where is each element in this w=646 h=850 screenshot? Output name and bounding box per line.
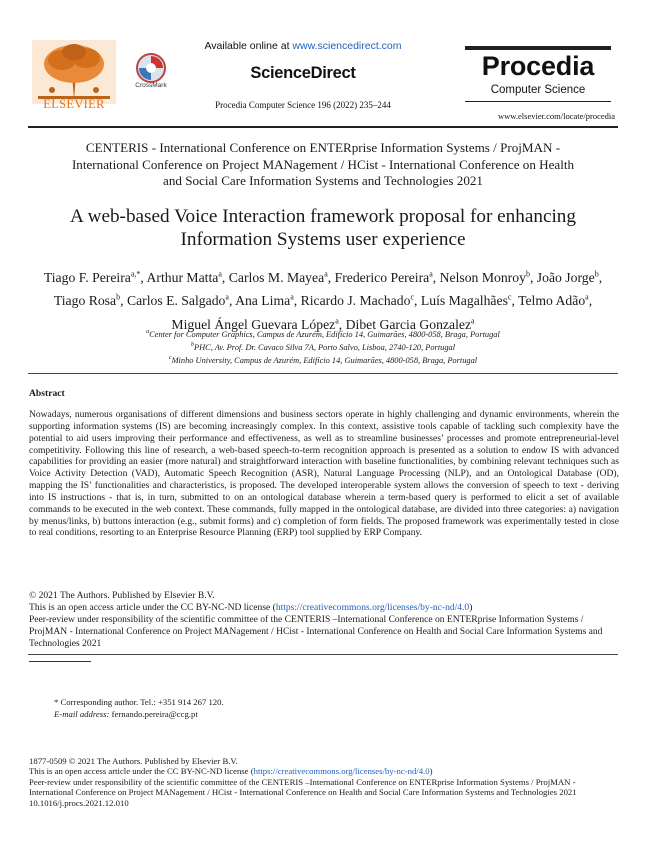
abstract-top-divider xyxy=(28,373,618,374)
footer-license-link[interactable]: https://creativecommons.org/licenses/by-nc-nd/4.0 xyxy=(253,766,430,777)
footer-license-line: This is an open access article under the CC BY-NC-ND license (https://creativecommons.org/licenses/by-nc-nd/4.0) xyxy=(29,766,433,777)
license-line: This is an open access article under the CC BY-NC-ND license (https://creativecommons.org/licenses/by-nc-nd/4.0) xyxy=(29,602,473,613)
abstract-heading: Abstract xyxy=(29,388,65,399)
availability-line xyxy=(178,40,428,52)
author-list xyxy=(40,264,606,335)
issn-line: 1877-0509 © 2021 The Authors. Published by Elsevier B.V. xyxy=(29,756,238,766)
author: Ricardo J. Machado$^c$, xyxy=(300,292,421,309)
author: Nelson Monroy$^b$, xyxy=(439,269,537,285)
author: Dibet Garcia Gonzalez$^a$ xyxy=(345,316,475,332)
affiliation: $^c$Minho University, Campus de Azurém, Edifício 14, Guimarães, 4800-058, Braga, Portugal xyxy=(168,354,478,365)
abstract-bottom-divider xyxy=(28,654,618,655)
conference-line-1: CENTERIS - International Conference on ENTERprise Information Systems / ProjMAN - xyxy=(85,140,561,155)
footer-peer-review: Peer-review under responsibility of the scientific committee of the CENTERIS –International Conference on ENTERprise Information Systems / ProjMAN - International Conference on Project MANagement / HCist - International Conference on Health and Social Care Information Systems and Technologies 2021 xyxy=(29,776,577,798)
author: João Jorge$^b$, xyxy=(536,269,603,285)
affiliation: $^a$Center for Computer Graphics, Campus de Azurém, Edifício 14, Guimarães, 4800-058, Braga, Portugal xyxy=(146,329,500,339)
procedia-url[interactable]: www.elsevier.com/locate/procedia xyxy=(498,111,615,121)
sciencedirect-logo[interactable]: ScienceDirect xyxy=(250,64,356,82)
header-divider xyxy=(28,126,618,128)
author: Miguel Ángel Guevara López$^a$, xyxy=(171,316,346,332)
author: Carlos M. Mayea$^a$, xyxy=(228,269,335,285)
title-line-1: A web-based Voice Interaction framework proposal for enhancing xyxy=(70,206,576,227)
procedia-subtitle: Computer Science xyxy=(490,84,586,96)
paper-title xyxy=(30,205,616,251)
crossmark-label: CrossMark xyxy=(135,82,167,89)
author: Ana Lima$^a$, xyxy=(235,292,301,309)
affiliation-list xyxy=(40,327,606,365)
peer-review-statement: Peer-review under responsibility of the scientific committee of the CENTERIS –International Conference on ENTERprise Information Systems / ProjMAN - International Conference on Project MANagement / HCist - International Conference on Health and Social Care Information Systems and Technologies 2021 xyxy=(29,614,603,649)
doi[interactable]: 10.1016/j.procs.2021.12.010 xyxy=(29,797,129,808)
conference-line-2: International Conference on Project MANagement / HCist - International Conference on Health xyxy=(71,156,575,172)
footnote-divider xyxy=(29,661,91,662)
sciencedirect-link[interactable]: www.sciencedirect.com xyxy=(292,40,402,52)
conference-name xyxy=(36,140,610,190)
email-line: E-mail address: fernando.pereira@ccg.pt xyxy=(54,708,198,719)
license-link[interactable]: https://creativecommons.org/licenses/by-nc-nd/4.0 xyxy=(275,602,470,613)
journal-citation: Procedia Computer Science 196 (2022) 235–244 xyxy=(215,100,391,110)
author: Tiago F. Pereira$^{a,*}$, xyxy=(43,269,147,285)
author: Carlos E. Salgado$^a$, xyxy=(126,292,236,309)
procedia-title: Procedia xyxy=(481,51,595,81)
author: Luís Magalhães$^c$, xyxy=(420,292,519,309)
correspondence-note xyxy=(54,697,224,720)
affiliation: $^b$PHC, Av. Prof. Dr. Cavaco Silva 7A, Porto Salvo, Lisboa, 2740-120, Portugal xyxy=(190,341,456,352)
author: Frederico Pereira$^a$, xyxy=(334,269,440,285)
conference-line-3: and Social Care Information Systems and Technologies 2021 xyxy=(163,173,483,188)
page-footer xyxy=(29,756,619,808)
author: Telmo Adão$^a$, xyxy=(518,292,593,309)
corresponding-author: * Corresponding author. Tel.: +351 914 267 120. xyxy=(54,697,224,707)
abstract-body: Nowadays, numerous organisations of different dimensions and business sectors operate in highly challenging and dynamic environments, wherein the supporting information systems (IS) are becoming increasingly complex. In this context, assistive tools capable of tackling such complexity have the potential to aid users improving their performance and effectiveness, as well as to streamline businesses’ processes and promote entrepreneurial-level competitivity. Following this line of research, a web-based speech-to-term recognition approach is presented as a solution to endow IS with advanced capabilities for providing an easier (more natural) and straightforward interaction with baseline functionalities, by combining relevant techniques such as Voice Activity Detection (VAD), Automatic Speech Recognition (ASR), Natural Language Processing (NLP), and an Ontological Database (OD), mapping the IS’ functionalities and characteristics, is proposed. The developed interoperable system allows the conversion of speech to text - deriving into IS instructions - that is, in turn, submitted to on an ontological database wherein a term-based query is performed to elicit a set of available commands to be executed in the web context. These commands, fully mapped in the ontological database, are divided into three categories: a) navigation by menus/links, b) buttons interaction (e.g., submit forms) and c) completion of form fields. The proposed framework was experimentally tested in close to real conditions, resorting to an Enterprise Resource Planning (ERP) tool supplied by ERP Company. xyxy=(29,409,619,539)
elsevier-wordmark: ELSEVIER xyxy=(43,97,105,111)
author: Tiago Rosa$^b$, xyxy=(53,292,127,309)
author: Arthur Matta$^a$, xyxy=(146,269,229,285)
author-email[interactable]: fernando.pereira@ccg.pt xyxy=(111,708,198,719)
available-prefix: Available online at xyxy=(204,40,293,52)
copyright-line: © 2021 The Authors. Published by Elsevier B.V. xyxy=(29,590,215,601)
title-line-2: Information Systems user experience xyxy=(180,229,466,250)
